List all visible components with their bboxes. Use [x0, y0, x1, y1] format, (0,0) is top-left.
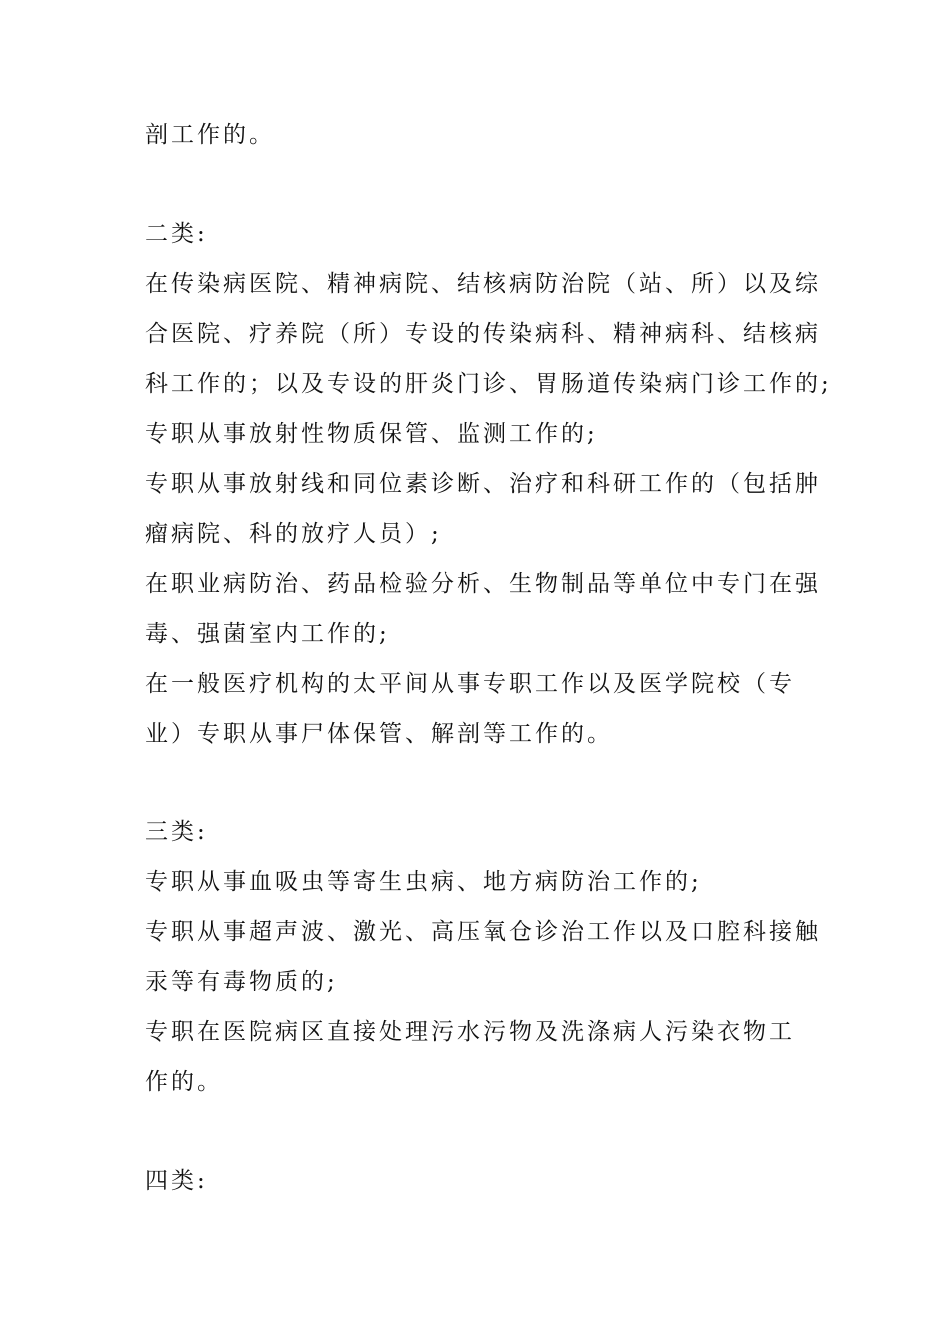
section-two-line: 在传染病医院、精神病院、结核病防治院（站、所）以及综 [145, 271, 821, 297]
section-two [145, 209, 832, 759]
section-two-line: 专职从事放射性物质保管、监测工作的; [145, 421, 598, 447]
section-two-line: 在职业病防治、药品检验分析、生物制品等单位中专门在强 [145, 571, 821, 597]
section-two-line: 业）专职从事尸体保管、解剖等工作的。 [145, 721, 613, 747]
intro-tail-line: 剖工作的。 [145, 122, 275, 148]
section-three-line: 专职从事血吸虫等寄生虫病、地方病防治工作的; [145, 869, 702, 895]
section-two-line: 科工作的；以及专设的肝炎门诊、胃肠道传染病门诊工作的; [145, 371, 832, 397]
section-two-line: 毒、强菌室内工作的; [145, 621, 390, 647]
section-three [145, 807, 821, 1107]
section-three-line: 专职在医院病区直接处理污水污物及洗涤病人污染衣物工 [145, 1019, 795, 1045]
intro-paragraph [145, 110, 810, 160]
section-two-heading: 二类: [145, 221, 208, 247]
section-two-line: 瘤病院、科的放疗人员）; [145, 521, 442, 547]
section-two-line: 专职从事放射线和同位素诊断、治疗和科研工作的（包括肿 [145, 471, 821, 497]
section-three-line: 专职从事超声波、激光、高压氧仓诊治工作以及口腔科接触 [145, 919, 821, 945]
section-four [145, 1156, 810, 1206]
section-three-line: 作的。 [145, 1069, 223, 1095]
section-two-line: 合医院、疗养院（所）专设的传染病科、精神病科、结核病 [145, 321, 821, 347]
section-two-line: 在一般医疗机构的太平间从事专职工作以及医学院校（专 [145, 671, 795, 697]
section-four-heading: 四类: [145, 1168, 208, 1194]
section-three-line: 汞等有毒物质的; [145, 969, 338, 995]
section-three-heading: 三类: [145, 819, 208, 845]
